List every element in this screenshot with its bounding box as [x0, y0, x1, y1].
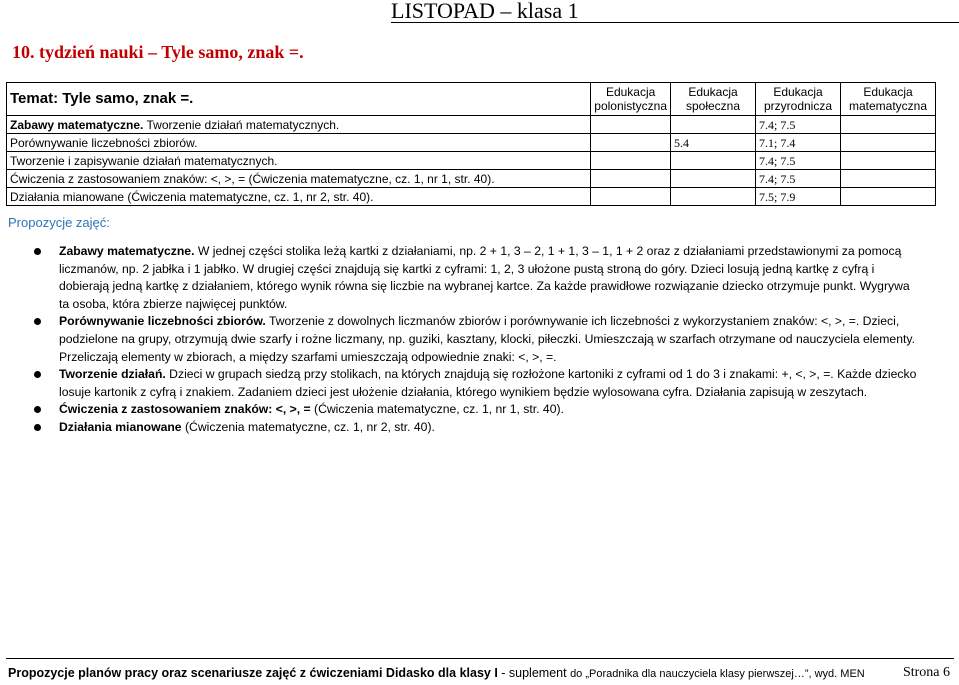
week-title: 10. tydzień nauki – Tyle samo, znak =.	[12, 42, 304, 62]
row-label: Działania mianowane (Ćwiczenia matematyczne, cz. 1, nr 2, str. 40).	[7, 188, 591, 206]
table-cell	[841, 134, 936, 152]
row-label: Zabawy matematyczne. Tworzenie działań matematycznych.	[7, 116, 591, 134]
page-header-title: LISTOPAD – klasa 1	[391, 0, 959, 23]
curriculum-table	[6, 82, 936, 206]
list-item: Tworzenie działań. Dzieci w grupach siedzą przy stolikach, na których znajdują się rozłożone kartoniki z cyframi od 1 do 3 i znakami: +, <, >, =. Każde dziecko losuje kartonik z cyfrą i znakiem. Zadaniem dzieci jest ułożenie działania, którego wynikiem będzie wylosowana cyfra. Działania zapisują w zeszytach.	[0, 366, 920, 401]
table-cell	[671, 188, 756, 206]
page-number: Strona 6	[902, 665, 950, 680]
bullet-icon	[34, 318, 41, 325]
column-header-spoleczna: Edukacja społeczna	[671, 83, 756, 116]
list-item: Działania mianowane (Ćwiczenia matematyczne, cz. 1, nr 2, str. 40).	[0, 419, 920, 437]
row-label: Ćwiczenia z zastosowaniem znaków: <, >, = (Ćwiczenia matematyczne, cz. 1, nr 1, str. 40).	[7, 170, 591, 188]
table-row	[7, 188, 936, 206]
table-cell	[591, 134, 671, 152]
table-header-row	[7, 83, 936, 116]
table-cell	[591, 116, 671, 134]
table-cell	[841, 116, 936, 134]
table-row	[7, 170, 936, 188]
table-cell: 7.4; 7.5	[756, 152, 841, 170]
column-header-polonistyczna: Edukacja polonistyczna	[591, 83, 671, 116]
table-row	[7, 116, 936, 134]
footer-publication: Propozycje planów pracy oraz scenariusze zajęć z ćwiczeniami Didasko dla klasy I	[8, 666, 498, 680]
list-item: Porównywanie liczebności zbiorów. Tworzenie z dowolnych liczmanów zbiorów i porównywanie ich liczebności z wykorzystaniem znaków: <, >, =. Dzieci, podzielone na grupy, otrzymują dwie szarfy i rożne liczmany, np. guziki, kasztany, klocki, piłeczki. Umieszczają w szarfach otrzymane od nauczyciela elementy. Przeliczają elementy w zbiorach, a między szarfami umieszczają odpowiednie znaki: <, >, =.	[0, 313, 920, 366]
footer-divider	[6, 658, 954, 659]
proposals-heading: Propozycje zajęć:	[8, 215, 110, 230]
bullet-icon	[34, 406, 41, 413]
table-cell: 7.4; 7.5	[756, 170, 841, 188]
table-cell: 5.4	[671, 134, 756, 152]
table-cell: 7.5; 7.9	[756, 188, 841, 206]
footer-suffix: - suplement	[497, 666, 571, 680]
table-cell	[591, 152, 671, 170]
table-row	[7, 152, 936, 170]
row-label: Tworzenie i zapisywanie działań matematycznych.	[7, 152, 591, 170]
topic-title: Temat: Tyle samo, znak =.	[10, 90, 194, 107]
column-header-przyrodnicza: Edukacja przyrodnicza	[756, 83, 841, 116]
table-cell	[671, 152, 756, 170]
footer-source: do „Poradnika dla nauczyciela klasy pierwszej…”, wyd. MEN	[570, 668, 865, 680]
table-cell: 7.1; 7.4	[756, 134, 841, 152]
table-cell	[841, 170, 936, 188]
column-header-matematyczna: Edukacja matematyczna	[841, 83, 936, 116]
table-cell	[841, 152, 936, 170]
bullet-icon	[34, 371, 41, 378]
row-label: Porównywanie liczebności zbiorów.	[7, 134, 591, 152]
table-row	[7, 134, 936, 152]
proposals-list	[0, 243, 920, 437]
table-cell	[671, 116, 756, 134]
table-cell: 7.4; 7.5	[756, 116, 841, 134]
table-cell	[591, 170, 671, 188]
bullet-icon	[34, 424, 41, 431]
list-item: Zabawy matematyczne. W jednej części stolika leżą kartki z działaniami, np. 2 + 1, 3 – 2, 1 + 1, 3 – 1, 1 + 2 oraz z działaniami przedstawionymi za pomocą liczmanów, np. 2 jabłka i 1 jabłko. W drugiej części znajdują się kartki z cyframi: 1, 2, 3 ułożone pustą stroną do góry. Dzieci losują jedną kartkę z cyfrą i dobierają jedną kartkę z działaniem, którego wynik równa się liczbie na wybranej kartce. Za każde prawidłowe rozwiązanie dziecko otrzymuje punkt. Wygrywa ta osoba, która zbierze najwięcej punktów.	[0, 243, 920, 313]
bullet-icon	[34, 248, 41, 255]
table-cell	[591, 188, 671, 206]
table-cell	[671, 170, 756, 188]
topic-cell	[7, 83, 591, 116]
table-cell	[841, 188, 936, 206]
list-item: Ćwiczenia z zastosowaniem znaków: <, >, = (Ćwiczenia matematyczne, cz. 1, nr 1, str. 40).	[0, 401, 920, 419]
page-footer	[8, 666, 954, 680]
